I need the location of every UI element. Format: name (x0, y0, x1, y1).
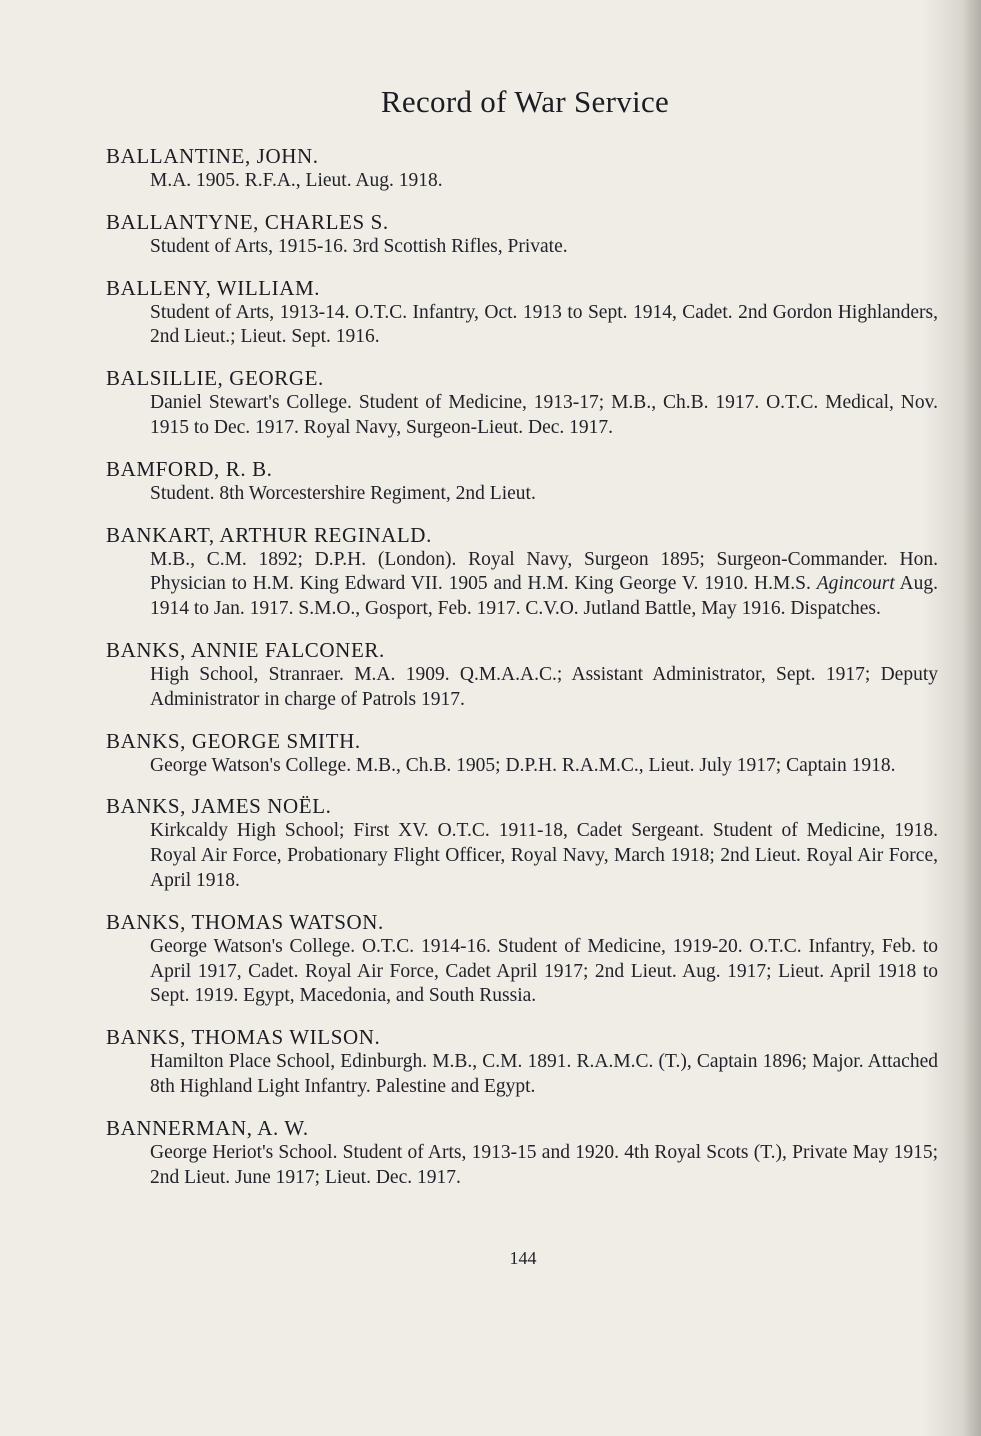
list-item (106, 522, 938, 622)
entry-text: M.A. 1905. R.F.A., Lieut. Aug. 1918. (150, 170, 443, 191)
entry-name: BANKART, ARTHUR REGINALD. (106, 522, 432, 547)
entry-name: BALLENY, WILLIAM. (106, 275, 321, 300)
entry-text-part: Aug. 1914 to Jan. 1917. S.M.O., Gosport, Feb. 1917. C.V.O. Jutland Battle, May 1916. Dispatches. (150, 573, 938, 620)
entry-text (150, 548, 938, 622)
entry-text: Daniel Stewart's College. Student of Medicine, 1913-17; M.B., Ch.B. 1917. O.T.C. Medical, Nov. 1915 to Dec. 1917. Royal Navy, Surgeon-Lieut. Dec. 1917. (150, 392, 938, 438)
entry-text-part: M.B., C.M. 1892; D.P.H. (London). Royal Navy, Surgeon 1895; Surgeon-Commander. Hon. Physician to H.M. King Edward VII. 1905 and H.M. King George V. 1910. H.M.S. (150, 548, 938, 595)
entry-name: BANKS, THOMAS WATSON. (106, 909, 384, 934)
entry-text: Student of Arts, 1913-14. O.T.C. Infantry, Oct. 1913 to Sept. 1914, Cadet. 2nd Gordon Highlanders, 2nd Lieut.; Lieut. Sept. 1916. (150, 301, 938, 348)
entry-text: Kirkcaldy High School; First XV. O.T.C. 1911-18, Cadet Sergeant. Student of Medicine, 1918. Royal Air Force, Probationary Flight Officer, Royal Navy, March 1918; 2nd Lieut. Royal Air Force, April 1918. (150, 820, 938, 891)
ship-name: Agincourt (816, 573, 895, 595)
entry-name: BANKS, GEORGE SMITH. (106, 728, 361, 753)
entry-name: BAMFORD, R. B. (106, 456, 273, 481)
list-item (106, 1115, 938, 1191)
entry-text: Hamilton Place School, Edinburgh. M.B., C.M. 1891. R.A.M.C. (T.), Captain 1896; Major. Attached 8th Highland Light Infantry. Palestine and Egypt. (150, 1051, 938, 1097)
list-item (106, 728, 938, 779)
entry-name: BANKS, ANNIE FALCONER. (106, 637, 385, 662)
entry-text: George Watson's College. O.T.C. 1914-16. Student of Medicine, 1919-20. O.T.C. Infantry, Feb. to April 1917, Cadet. Royal Air Force, Cadet April 1917; 2nd Lieut. Aug. 1917; Lieut. April 1918 to Sept. 1919. Egypt, Macedonia, and South Russia. (150, 935, 938, 1007)
page-title: Record of War Service (380, 84, 670, 119)
entry-name: BANKS, JAMES NOËL. (106, 794, 332, 819)
list-item (106, 365, 938, 441)
entry-text: High School, Stranraer. M.A. 1909. Q.M.A.A.C.; Assistant Administrator, Sept. 1917; Deputy Administrator in charge of Patrols 1917. (150, 663, 938, 710)
list-item (106, 275, 938, 351)
entry-name: BALLANTINE, JOHN. (106, 144, 319, 168)
list-item (106, 1024, 938, 1100)
list-item (106, 793, 938, 893)
list-item (106, 456, 938, 507)
page-number: 144 (509, 1248, 537, 1268)
list-item (106, 909, 938, 1009)
entry-text: George Heriot's School. Student of Arts, 1913-15 and 1920. 4th Royal Scots (T.), Private May 1915; 2nd Lieut. June 1917; Lieut. Dec. 1917. (150, 1141, 938, 1188)
entry-name: BANNERMAN, A. W. (106, 1115, 309, 1140)
list-item (106, 143, 938, 194)
list-item (106, 209, 938, 260)
entry-list (106, 143, 938, 1190)
entry-name: BALSILLIE, GEORGE. (106, 366, 324, 391)
entry-text: Student. 8th Worcestershire Regiment, 2nd Lieut. (150, 482, 536, 504)
entry-text: Student of Arts, 1915-16. 3rd Scottish Rifles, Private. (150, 235, 568, 257)
entry-text: George Watson's College. M.B., Ch.B. 1905; D.P.H. R.A.M.C., Lieut. July 1917; Captain 1918. (150, 754, 896, 776)
entry-name: BALLANTYNE, CHARLES S. (106, 209, 389, 234)
list-item (106, 637, 938, 713)
entry-name: BANKS, THOMAS WILSON. (106, 1025, 381, 1050)
